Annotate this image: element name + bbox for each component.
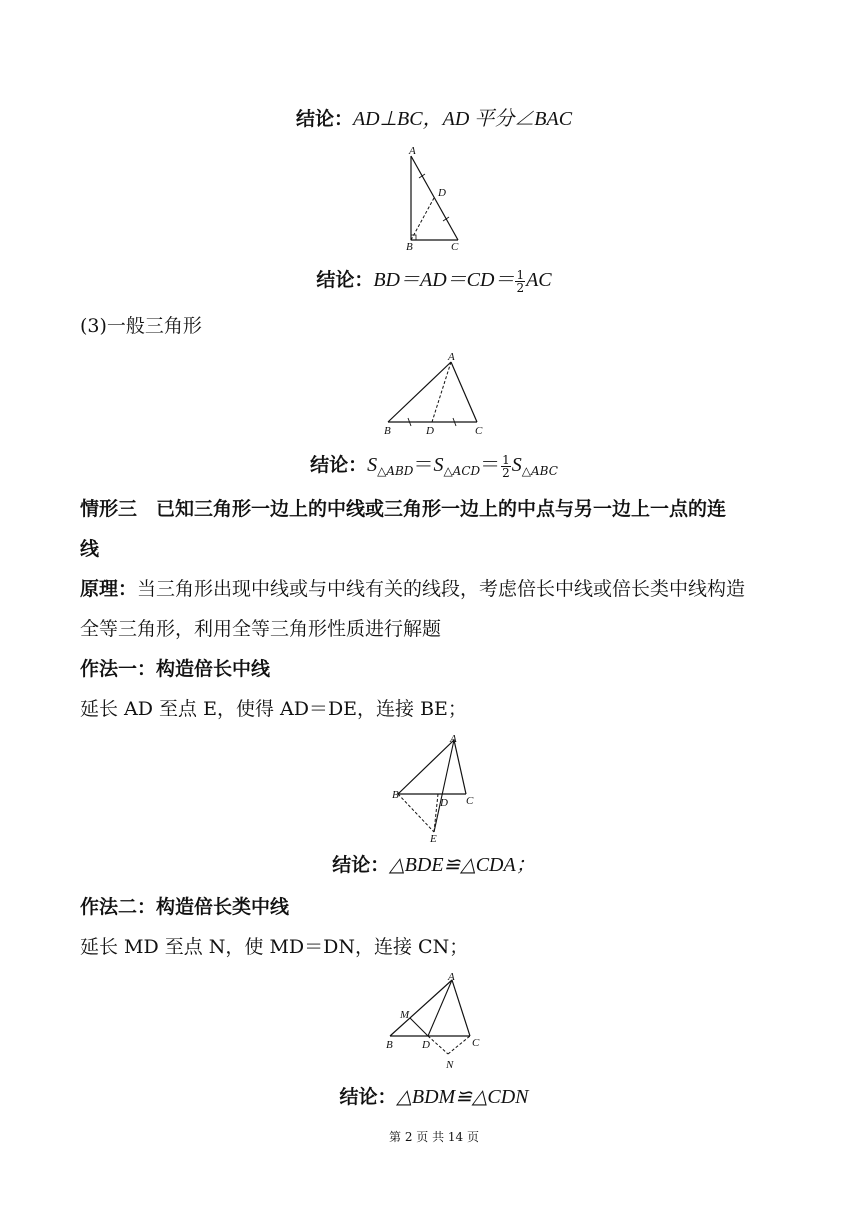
method-1-heading: 作法一：构造倍长中线 [80, 658, 271, 680]
conclusion-label: 结论： [295, 108, 353, 130]
principle-label: 原理： [80, 578, 138, 600]
label-b: B [406, 241, 413, 253]
conclusion-method-1-text: △BDE≌△CDA； [389, 854, 536, 876]
label-c: C [472, 1037, 480, 1049]
label-c: C [451, 241, 459, 253]
label-a: A [409, 145, 416, 157]
principle-line-2: 全等三角形，利用全等三角形性质进行解题 [80, 618, 442, 640]
label-a: A [448, 351, 455, 363]
conclusion-label: 结论： [310, 454, 368, 476]
label-c: C [466, 795, 474, 807]
label-a: A [450, 733, 457, 745]
page-footer: 第 2 页 共 14 页 [389, 1130, 479, 1144]
conclusion-label: 结论： [339, 1086, 397, 1108]
quasi-median-extension-figure [380, 968, 490, 1074]
conclusion-method-2-text: △BDM≌△CDN [396, 1086, 529, 1108]
conclusion-method-2 [0, 1085, 868, 1109]
label-b: B [386, 1039, 393, 1051]
label-d: D [438, 187, 446, 199]
label-e: E [430, 833, 437, 844]
conclusion-2-suffix: AC [526, 269, 552, 291]
conclusion-3: 结论：$S_{\triangle ABD}=S_{\triangle ACD}=$ $\frac{1}{2}$ $S_{\triangle ABC}$ [310, 452, 558, 480]
label-d: D [440, 797, 448, 809]
fraction-half: $\frac{1}{2}$ [502, 452, 510, 480]
method-2-step: 延长 MD 至点 N，使 MD＝DN，连接 CN； [80, 936, 469, 958]
case-3-title-line-2: 线 [80, 538, 100, 560]
median-extension-figure [388, 732, 488, 844]
label-d: D [422, 1039, 430, 1051]
conclusion-label: 结论： [316, 269, 374, 291]
conclusion-1-text: AD⊥BC，AD 平分∠BAC [352, 108, 573, 130]
conclusion-method-1 [0, 853, 868, 877]
method-1-step: 延长 AD 至点 E，使得 AD＝DE，连接 BE； [80, 698, 467, 720]
conclusion-2 [0, 268, 868, 294]
label-b: B [392, 789, 399, 801]
section-3-heading: (3)一般三角形 [80, 315, 202, 337]
label-n: N [446, 1059, 454, 1071]
case-3-title-line-1: 情形三 已知三角形一边上的中线或三角形一边上的中点与另一边上一点的连 [80, 498, 727, 520]
principle-line-1 [80, 577, 745, 601]
conclusion-1 [0, 107, 868, 131]
method-2-heading: 作法二：构造倍长类中线 [80, 896, 290, 918]
principle-text-1: 当三角形出现中线或与中线有关的线段，考虑倍长中线或倍长类中线构造 [137, 578, 746, 600]
label-d: D [426, 425, 434, 437]
label-a: A [448, 971, 455, 983]
conclusion-2-prefix: BD＝AD＝CD＝ [373, 269, 515, 291]
label-c: C [475, 425, 483, 437]
conclusion-label: 结论： [332, 854, 390, 876]
label-b: B [384, 425, 391, 437]
general-triangle-figure [380, 348, 490, 440]
label-m: M [400, 1009, 410, 1021]
right-triangle-figure [400, 142, 470, 254]
fraction-half: $\frac{1}{2}$ [516, 267, 525, 295]
